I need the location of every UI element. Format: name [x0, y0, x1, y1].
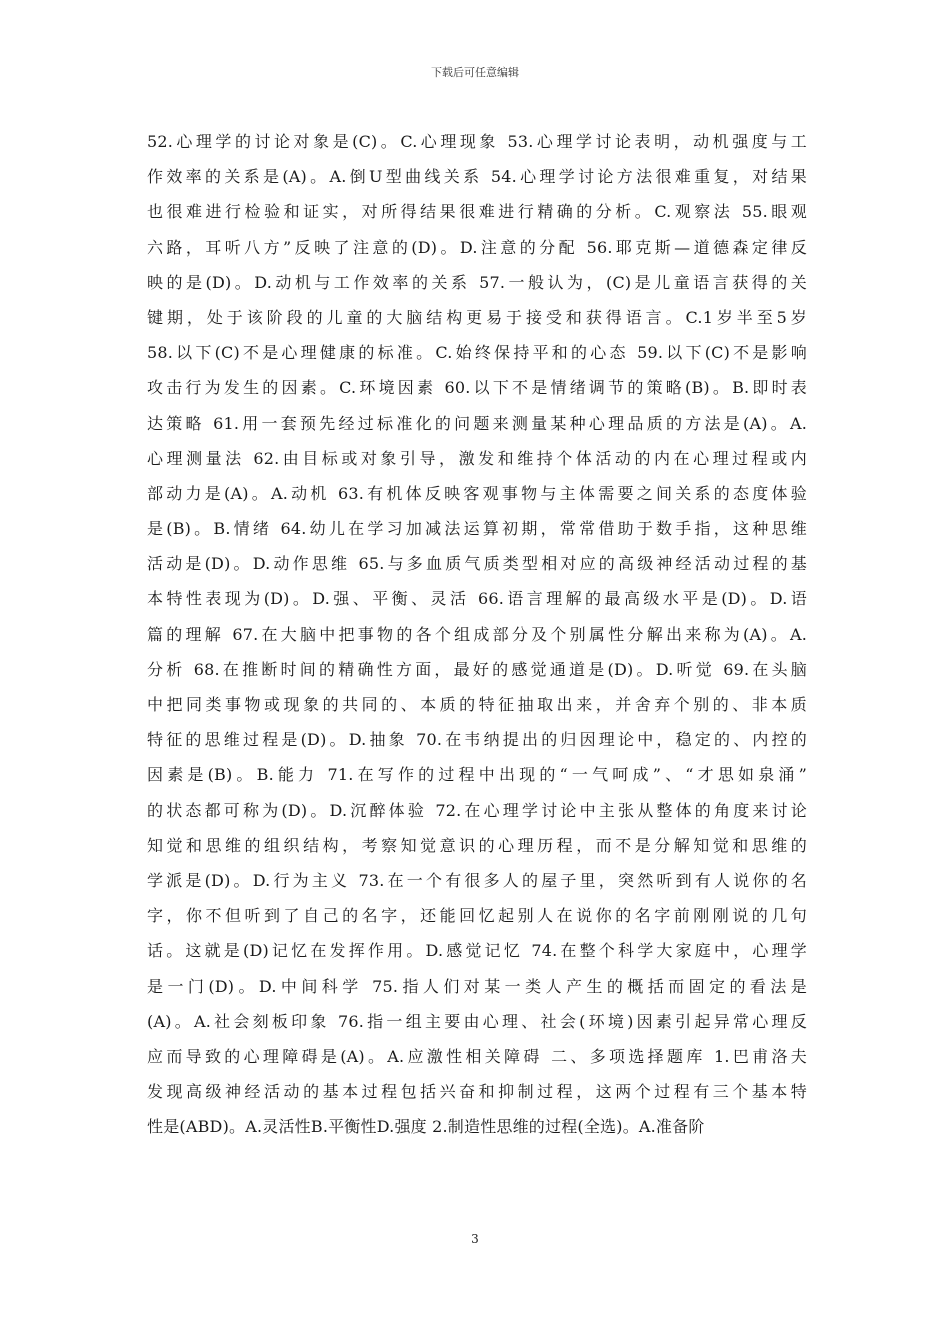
text-line: 作效率的关系是(A)。A.倒U型曲线关系 54.心理学讨论方法很难重复，对结果	[147, 167, 807, 187]
text-line: 话。这就是(D)记忆在发挥作用。D.感觉记忆 74.在整个科学大家庭中，心理学	[147, 941, 807, 961]
text-line: 应而导致的心理障碍是(A)。A.应激性相关障碍 二、多项选择题库 1.巴甫洛夫	[147, 1046, 807, 1066]
text-line: 映的是(D)。D.动机与工作效率的关系 57.一般认为，(C)是儿童语言获得的关	[147, 272, 807, 292]
text-line: 是一门(D)。D.中间科学 75.指人们对某一类人产生的概括而固定的看法是	[147, 976, 807, 996]
text-line: 知觉和思维的组织结构，考察知觉意识的心理历程，而不是分解知觉和思维的	[147, 835, 807, 855]
page-number: 3	[471, 1232, 479, 1246]
text-line: 活动是(D)。D.动作思维 65.与多血质气质类型相对应的高级神经活动过程的基	[147, 554, 807, 574]
text-line: 也很难进行检验和证实，对所得结果很难进行精确的分析。C.观察法 55.眼观	[147, 202, 807, 222]
page-header: 下载后可任意编辑	[431, 66, 519, 79]
text-line: 是(B)。B.情绪 64.幼儿在学习加减法运算初期，常常借助于数手指，这种思维	[147, 519, 807, 539]
text-line: 键期，处于该阶段的儿童的大脑结构更易于接受和获得语言。C.1岁半至5岁	[147, 307, 807, 327]
text-line: 特征的思维过程是(D)。D.抽象 70.在韦纳提出的归因理论中，稳定的、内控的	[147, 730, 807, 750]
text-line: 58.以下(C)不是心理健康的标准。C.始终保持平和的心态 59.以下(C)不是影响	[147, 343, 807, 363]
text-line: 字，你不但听到了自己的名字，还能回忆起别人在说你的名字前刚刚说的几句	[147, 906, 807, 926]
text-line: 心理测量法 62.由目标或对象引导，激发和维持个体活动的内在心理过程或内	[147, 448, 807, 468]
text-line: 的状态都可称为(D)。D.沉醉体验 72.在心理学讨论中主张从整体的角度来讨论	[147, 800, 807, 820]
text-line: 篇的理解 67.在大脑中把事物的各个组成部分及个别属性分解出来称为(A)。A.	[147, 624, 807, 644]
text-line: 中把同类事物或现象的共同的、本质的特征抽取出来，并舍弃个别的、非本质	[147, 695, 807, 714]
text-line: (A)。A.社会刻板印象 76.指一组主要由心理、社会(环境)因素引起异常心理反	[147, 1011, 807, 1031]
text-line: 发现高级神经活动的基本过程包括兴奋和抑制过程，这两个过程有三个基本特	[147, 1082, 807, 1102]
document-body	[147, 124, 807, 1144]
text-line: 六路，耳听八方”反映了注意的(D)。D.注意的分配 56.耶克斯—道德森定律反	[147, 237, 807, 257]
text-line: 因素是(B)。B.能力 71.在写作的过程中出现的“一气呵成”、“才思如泉涌”	[147, 765, 807, 785]
text-line: 52.心理学的讨论对象是(C)。C.心理现象 53.心理学讨论表明，动机强度与工	[147, 132, 807, 151]
text-line: 达策略 61.用一套预先经过标准化的问题来测量某种心理品质的方法是(A)。A.	[147, 413, 807, 433]
text-line: 本特性表现为(D)。D.强、平衡、灵活 66.语言理解的最高级水平是(D)。D.语	[147, 589, 807, 609]
text-line: 部动力是(A)。A.动机 63.有机体反映客观事物与主体需要之间关系的态度体验	[147, 483, 807, 503]
text-line: 分析 68.在推断时间的精确性方面，最好的感觉通道是(D)。D.听觉 69.在头脑	[147, 659, 807, 679]
text-line: 学派是(D)。D.行为主义 73.在一个有很多人的屋子里，突然听到有人说你的名	[147, 870, 807, 890]
text-line: 攻击行为发生的因素。C.环境因素 60.以下不是情绪调节的策略(B)。B.即时表	[147, 378, 807, 398]
text-line: 性是(ABD)。A.灵活性B.平衡性D.强度 2.制造性思维的过程(全选)。A.准备阶	[147, 1117, 705, 1137]
